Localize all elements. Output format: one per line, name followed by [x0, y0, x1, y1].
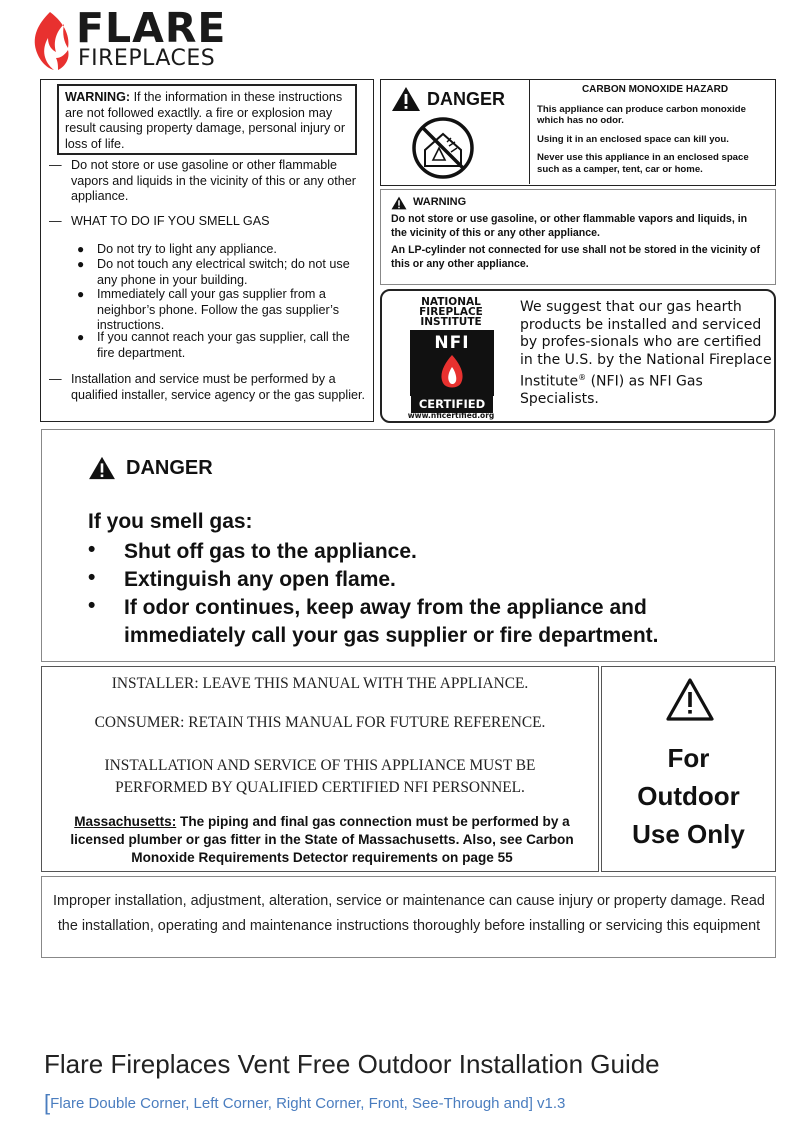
co-hazard-line: Never use this appliance in an enclosed space such as a camper, tent, car or home.: [537, 152, 749, 175]
co-hazard-line: Using it in an enclosed space can kill you.: [537, 133, 729, 145]
co-hazard-title: CARBON MONOXIDE HAZARD: [581, 84, 729, 95]
bullet-dot-icon: •: [88, 594, 96, 617]
nfi-logo-line: INSTITUTE: [420, 316, 482, 328]
gas-bullet-text: Do not touch any electrical switch; do not use any phone in your building.: [97, 257, 350, 287]
nfi-logo-url: www.nficertified.org: [407, 411, 495, 420]
warning-triangle-icon: [391, 196, 407, 210]
document-subtitle-text: Flare Double Corner, Left Corner, Right Corner, Front, See-Through and] v1.3: [50, 1095, 566, 1112]
nfi-statement-text: We suggest that our gas hearth products be installed and serviced by profes-sionals who are certified in the U.S. by the National Fireplace Institute: [520, 299, 772, 390]
warning-header: [391, 196, 765, 210]
nfi-logo-heading: [400, 297, 502, 327]
nfi-logo: [400, 297, 502, 421]
nfi-statement: [520, 299, 774, 409]
danger-label: [391, 85, 505, 113]
registered-mark: ®: [578, 373, 587, 382]
left-warning-panel: [40, 79, 374, 422]
co-danger-panel: [380, 79, 776, 186]
massachusetts-notice: [54, 813, 590, 867]
massachusetts-label: Massachusetts:: [74, 814, 177, 829]
dash-marker: —: [49, 372, 62, 386]
consumer-line: CONSUMER: RETAIN THIS MANUAL FOR FUTURE REFERENCE.: [94, 714, 546, 731]
document-title: Flare Fireplaces Vent Free Outdoor Installation Guide: [44, 1049, 660, 1079]
caution-triangle-icon: [665, 677, 715, 723]
dash-marker: —: [49, 214, 62, 228]
danger-label-text: DANGER: [427, 88, 506, 109]
service-line: INSTALLATION AND SERVICE OF THIS APPLIANCE MUST BE: [104, 757, 536, 774]
nfi-badge: [410, 330, 494, 411]
bullet-dot-icon: ●: [77, 330, 85, 344]
gas-bullet-text: Do not try to light any appliance.: [97, 242, 277, 256]
co-hazard-text: [537, 84, 773, 182]
no-enclosed-space-icon: [411, 116, 475, 180]
danger-lead: If you smell gas:: [88, 510, 253, 533]
nfi-logo-line: NATIONAL: [421, 296, 481, 308]
dash-marker: —: [49, 158, 62, 172]
gas-bullet-text: If you cannot reach your gas supplier, call the fire department.: [97, 330, 350, 360]
bullet-dot-icon: •: [88, 538, 96, 561]
bullet-dot-icon: ●: [77, 242, 85, 256]
boxed-warning: [57, 84, 357, 155]
co-hazard-line: This appliance can produce carbon monoxide which has no odor.: [537, 103, 746, 126]
outdoor-line: Use Only: [632, 819, 745, 849]
warning-item-text: WHAT TO DO IF YOU SMELL GAS: [71, 214, 270, 228]
co-danger-left: [381, 80, 530, 184]
service-line: PERFORMED BY QUALIFIED CERTIFIED NFI PERSONNEL.: [115, 779, 525, 796]
nfi-panel: [380, 289, 776, 423]
vapor-warning-panel: [380, 189, 776, 285]
nfi-logo-line: FIREPLACE: [419, 306, 483, 318]
installer-notice-panel: [41, 666, 599, 872]
danger-heading: [88, 456, 213, 480]
improper-installation-panel: [41, 876, 776, 958]
warning-item-text: Do not store or use gasoline or other flammable vapors and liquids in the vicinity of this or any other appliance.: [71, 158, 356, 203]
vapor-warning-line: An LP-cylinder not connected for use shall not be stored in the vicinity of this or any other appliance.: [391, 244, 761, 270]
improper-installation-text: Improper installation, adjustment, alteration, service or maintenance can cause injury or property damage. Read the installation, operating and maintenance instructions thoroughly before installing or servicing this equipment: [53, 893, 765, 934]
danger-heading-text: DANGER: [126, 456, 213, 479]
gas-bullet-text: Immediately call your gas supplier from a neighbor’s phone. Follow the gas supplier’s instructions.: [97, 287, 340, 332]
brand-subtitle: FIREPLACES: [78, 46, 216, 71]
gas-smell-danger-panel: [41, 429, 775, 662]
danger-bullet-text: Extinguish any open flame.: [124, 568, 396, 591]
brand-logo: [28, 4, 227, 72]
outdoor-line: For: [667, 743, 710, 773]
nfi-statement-text: (NFI) as NFI Gas Specialists.: [520, 373, 703, 408]
flame-logo-icon: [28, 10, 72, 72]
outdoor-line: Outdoor: [637, 781, 740, 811]
warning-header-text: WARNING: [413, 196, 467, 209]
brand-name: FLARE: [76, 4, 227, 52]
warning-triangle-icon: [391, 86, 421, 112]
warning-triangle-icon: [88, 456, 116, 480]
vapor-warning-line: Do not store or use gasoline, or other flammable vapors and liquids, in the vicinity of this or any other appliance.: [391, 213, 748, 239]
installer-line: INSTALLER: LEAVE THIS MANUAL WITH THE APPLIANCE.: [111, 675, 529, 692]
boxed-warning-label: WARNING:: [65, 90, 131, 104]
nfi-flame-icon: [431, 353, 473, 393]
boxed-warning-text: If the information in these instructions are not followed exactlly. a fire or explosion may result causing property damage, personal injury or loss of life.: [65, 90, 346, 151]
warning-item-text: Installation and service must be performed by a qualified installer, service agency or the gas supplier.: [71, 372, 366, 402]
bullet-dot-icon: ●: [77, 287, 85, 301]
bullet-dot-icon: ●: [77, 257, 85, 271]
nfi-badge-mark: NFI: [434, 333, 470, 353]
outdoor-use-text: [602, 739, 775, 853]
danger-bullet-text: If odor continues, keep away from the appliance and immediately call your gas supplier or fire department.: [124, 596, 659, 647]
bullet-dot-icon: •: [88, 566, 96, 589]
document-subtitle: [44, 1090, 565, 1116]
massachusetts-text: The piping and final gas connection must be performed by a licensed plumber or gas fitter in the State of Massachusetts. Also, see Carbon Monoxide Requirements Detector requirements on page 55: [70, 814, 574, 865]
bracket-open: [: [44, 1090, 51, 1115]
danger-bullet-text: Shut off gas to the appliance.: [124, 540, 417, 563]
outdoor-use-panel: [601, 666, 776, 872]
nfi-badge-certified: CERTIFIED: [411, 395, 493, 413]
